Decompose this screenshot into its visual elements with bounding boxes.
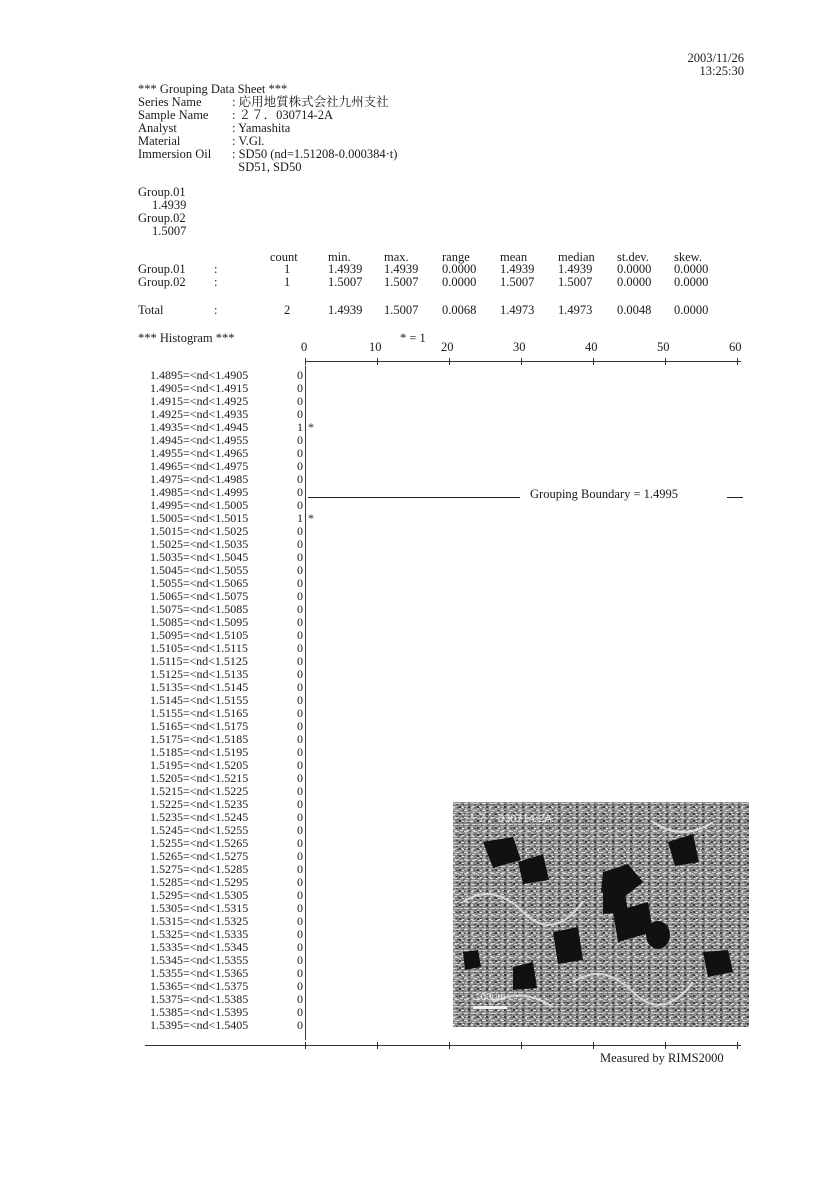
axis-tick-label: 20 bbox=[441, 340, 454, 354]
bin-range: 1.5155=<nd<1.5165 bbox=[150, 706, 249, 720]
bin-count: 0 bbox=[297, 394, 303, 408]
axis-line bbox=[305, 361, 741, 362]
bin-count: 0 bbox=[297, 368, 303, 382]
axis-tick bbox=[377, 1042, 378, 1049]
bin-range: 1.4955=<nd<1.4965 bbox=[150, 446, 249, 460]
bin-range: 1.4915=<nd<1.4925 bbox=[150, 394, 249, 408]
bin-count: 0 bbox=[297, 472, 303, 486]
stats-column-header: count bbox=[270, 250, 298, 264]
axis-tick bbox=[737, 358, 738, 365]
bin-count: 0 bbox=[297, 641, 303, 655]
stats-column-header: min. bbox=[328, 250, 351, 264]
header-value: SD51, SD50 bbox=[232, 160, 302, 174]
bin-range: 1.5305=<nd<1.5315 bbox=[150, 901, 249, 915]
bin-count: 0 bbox=[297, 875, 303, 889]
stats-cell: 1 bbox=[284, 275, 291, 289]
bin-count: 0 bbox=[297, 901, 303, 915]
axis-tick bbox=[449, 358, 450, 365]
bin-range: 1.5195=<nd<1.5205 bbox=[150, 758, 249, 772]
axis-tick-label: 10 bbox=[369, 340, 382, 354]
stats-row-label: Group.01 bbox=[138, 262, 186, 276]
bin-count: 0 bbox=[297, 550, 303, 564]
bin-count: 0 bbox=[297, 706, 303, 720]
photo-scale-label: 100μm bbox=[475, 992, 506, 1003]
bin-range: 1.4985=<nd<1.4995 bbox=[150, 485, 249, 499]
stats-cell: 0.0000 bbox=[442, 275, 477, 289]
bin-range: 1.5215=<nd<1.5225 bbox=[150, 784, 249, 798]
bin-range: 1.5325=<nd<1.5335 bbox=[150, 927, 249, 941]
bin-range: 1.5395=<nd<1.5405 bbox=[150, 1018, 249, 1032]
bin-count: 0 bbox=[297, 628, 303, 642]
bin-range: 1.4925=<nd<1.4935 bbox=[150, 407, 249, 421]
sample-photomicrograph bbox=[453, 802, 749, 1027]
header-label: Analyst bbox=[138, 121, 177, 135]
bin-count: 0 bbox=[297, 563, 303, 577]
bin-range: 1.5355=<nd<1.5365 bbox=[150, 966, 249, 980]
axis-tick bbox=[593, 1042, 594, 1049]
stats-cell: 1.4973 bbox=[500, 303, 535, 317]
photo-scale-bar bbox=[473, 1006, 507, 1009]
axis-tick bbox=[449, 1042, 450, 1049]
bin-count: 0 bbox=[297, 1018, 303, 1032]
group-name: Group.01 bbox=[138, 185, 186, 199]
bin-range: 1.5065=<nd<1.5075 bbox=[150, 589, 249, 603]
bin-count: 0 bbox=[297, 667, 303, 681]
stats-column-header: range bbox=[442, 250, 470, 264]
stats-cell: 1.5007 bbox=[558, 275, 593, 289]
bin-range: 1.5275=<nd<1.5285 bbox=[150, 862, 249, 876]
bin-range: 1.4905=<nd<1.4915 bbox=[150, 381, 249, 395]
axis-tick-label: 0 bbox=[301, 340, 308, 354]
axis-tick bbox=[305, 1042, 306, 1049]
header-label: Series Name bbox=[138, 95, 202, 109]
bin-range: 1.5295=<nd<1.5305 bbox=[150, 888, 249, 902]
axis-tick bbox=[521, 358, 522, 365]
stats-cell: 0.0000 bbox=[674, 303, 709, 317]
stats-row-label: Group.02 bbox=[138, 275, 186, 289]
header-row bbox=[138, 161, 301, 174]
bin-count: 0 bbox=[297, 888, 303, 902]
bin-count: 0 bbox=[297, 524, 303, 538]
bin-range: 1.5225=<nd<1.5235 bbox=[150, 797, 249, 811]
bin-range: 1.5015=<nd<1.5025 bbox=[150, 524, 249, 538]
axis-tick-label: 50 bbox=[657, 340, 670, 354]
axis-tick bbox=[665, 1042, 666, 1049]
header-value: : ２７．030714-2A bbox=[232, 108, 334, 122]
bin-count: 0 bbox=[297, 745, 303, 759]
bin-count: 0 bbox=[297, 823, 303, 837]
bin-range: 1.4965=<nd<1.4975 bbox=[150, 459, 249, 473]
bin-count: 0 bbox=[297, 966, 303, 980]
bin-range: 1.4945=<nd<1.4955 bbox=[150, 433, 249, 447]
bin-range: 1.5235=<nd<1.5245 bbox=[150, 810, 249, 824]
bin-range: 1.5365=<nd<1.5375 bbox=[150, 979, 249, 993]
axis-tick-label: 40 bbox=[585, 340, 598, 354]
bin-range: 1.5105=<nd<1.5115 bbox=[150, 641, 248, 655]
bin-count: 0 bbox=[297, 433, 303, 447]
bin-range: 1.5145=<nd<1.5155 bbox=[150, 693, 249, 707]
bin-count: 1 bbox=[297, 420, 303, 434]
grouping-boundary-line bbox=[308, 497, 520, 498]
bin-range: 1.5335=<nd<1.5345 bbox=[150, 940, 249, 954]
bin-range: 1.5315=<nd<1.5325 bbox=[150, 914, 249, 928]
bin-count: 0 bbox=[297, 381, 303, 395]
bin-count: 0 bbox=[297, 602, 303, 616]
header-value: : 応用地質株式会社九州支社 bbox=[232, 95, 389, 109]
bin-marks: * bbox=[308, 420, 314, 434]
time-stamp: 13:25:30 bbox=[699, 64, 744, 78]
header-label: Material bbox=[138, 134, 181, 148]
axis-line bbox=[145, 1045, 741, 1046]
histogram-title: *** Histogram *** bbox=[138, 331, 235, 345]
bin-range: 1.5055=<nd<1.5065 bbox=[150, 576, 249, 590]
bin-count: 0 bbox=[297, 771, 303, 785]
bin-count: 0 bbox=[297, 862, 303, 876]
bin-range: 1.5165=<nd<1.5175 bbox=[150, 719, 249, 733]
stats-cell: 1.4939 bbox=[500, 262, 535, 276]
bin-range: 1.5085=<nd<1.5095 bbox=[150, 615, 249, 629]
stats-cell: 1.5007 bbox=[384, 303, 419, 317]
bin-range: 1.4975=<nd<1.4985 bbox=[150, 472, 249, 486]
bin-range: 1.4895=<nd<1.4905 bbox=[150, 368, 249, 382]
bin-count: 0 bbox=[297, 914, 303, 928]
bin-count: 0 bbox=[297, 576, 303, 590]
stats-cell: 1.5007 bbox=[384, 275, 419, 289]
bin-range: 1.5045=<nd<1.5055 bbox=[150, 563, 249, 577]
stats-row-separator: : bbox=[214, 303, 218, 317]
stats-row-separator: : bbox=[214, 275, 218, 289]
bin-count: 0 bbox=[297, 654, 303, 668]
bin-range: 1.5125=<nd<1.5135 bbox=[150, 667, 249, 681]
bin-count: 0 bbox=[297, 537, 303, 551]
bin-count: 0 bbox=[297, 758, 303, 772]
bin-range: 1.5135=<nd<1.5145 bbox=[150, 680, 249, 694]
bin-count: 0 bbox=[297, 732, 303, 746]
stats-cell: 0.0000 bbox=[617, 275, 652, 289]
stats-cell: 0.0048 bbox=[617, 303, 652, 317]
bin-count: 0 bbox=[297, 797, 303, 811]
sheet-title: *** Grouping Data Sheet *** bbox=[138, 82, 288, 96]
bin-count: 0 bbox=[297, 784, 303, 798]
bin-range: 1.5035=<nd<1.5045 bbox=[150, 550, 249, 564]
bin-range: 1.5185=<nd<1.5195 bbox=[150, 745, 249, 759]
stats-row-separator: : bbox=[214, 262, 218, 276]
header-value: : V.Gl. bbox=[232, 134, 265, 148]
bin-count: 0 bbox=[297, 498, 303, 512]
bin-count: 0 bbox=[297, 940, 303, 954]
bin-count: 0 bbox=[297, 849, 303, 863]
stats-column-header: median bbox=[558, 250, 595, 264]
stats-cell: 2 bbox=[284, 303, 291, 317]
bin-count: 0 bbox=[297, 1005, 303, 1019]
header-value: : SD50 (nd=1.51208-0.000384·t) bbox=[232, 147, 398, 161]
stats-cell: 1.4939 bbox=[384, 262, 419, 276]
bin-count: 1 bbox=[297, 511, 303, 525]
stats-cell: 1.5007 bbox=[328, 275, 363, 289]
date-stamp: 2003/11/26 bbox=[687, 51, 744, 65]
stats-cell: 1.5007 bbox=[500, 275, 535, 289]
bin-count: 0 bbox=[297, 459, 303, 473]
bin-count: 0 bbox=[297, 615, 303, 629]
bin-count: 0 bbox=[297, 810, 303, 824]
axis-tick bbox=[737, 1042, 738, 1049]
axis-tick bbox=[305, 358, 306, 365]
bin-range: 1.5075=<nd<1.5085 bbox=[150, 602, 249, 616]
bin-range: 1.5025=<nd<1.5035 bbox=[150, 537, 249, 551]
stats-cell: 1.4939 bbox=[328, 303, 363, 317]
group-name: Group.02 bbox=[138, 211, 186, 225]
bin-range: 1.5385=<nd<1.5395 bbox=[150, 1005, 249, 1019]
stats-cell: 1.4939 bbox=[328, 262, 363, 276]
bin-range: 1.5265=<nd<1.5275 bbox=[150, 849, 249, 863]
measured-by: Measured by RIMS2000 bbox=[600, 1051, 724, 1065]
group-value: 1.5007 bbox=[152, 224, 187, 238]
bin-range: 1.5005=<nd<1.5015 bbox=[150, 511, 249, 525]
stats-column-header: max. bbox=[384, 250, 409, 264]
header-label: Immersion Oil bbox=[138, 147, 212, 161]
bin-count: 0 bbox=[297, 979, 303, 993]
axis-tick-label: 30 bbox=[513, 340, 526, 354]
stats-column-header: st.dev. bbox=[617, 250, 649, 264]
bin-range: 1.5375=<nd<1.5385 bbox=[150, 992, 249, 1006]
stats-cell: 1.4973 bbox=[558, 303, 593, 317]
histogram-baseline bbox=[305, 366, 306, 1040]
bin-count: 0 bbox=[297, 693, 303, 707]
stats-column-header: skew. bbox=[674, 250, 703, 264]
bin-range: 1.5245=<nd<1.5255 bbox=[150, 823, 249, 837]
bin-count: 0 bbox=[297, 927, 303, 941]
axis-tick bbox=[665, 358, 666, 365]
photo-sample-label: ２７．030714-2A bbox=[465, 813, 552, 825]
bin-range: 1.5175=<nd<1.5185 bbox=[150, 732, 249, 746]
histogram-scale-note: * = 1 bbox=[400, 331, 426, 345]
bin-count: 0 bbox=[297, 992, 303, 1006]
bin-count: 0 bbox=[297, 446, 303, 460]
stats-cell: 1.4939 bbox=[558, 262, 593, 276]
bin-count: 0 bbox=[297, 407, 303, 421]
bin-marks: * bbox=[308, 511, 314, 525]
bin-range: 1.5255=<nd<1.5265 bbox=[150, 836, 249, 850]
header-value: : Yamashita bbox=[232, 121, 291, 135]
stats-row-label: Total bbox=[138, 303, 164, 317]
stats-column-header: mean bbox=[500, 250, 528, 264]
axis-tick bbox=[593, 358, 594, 365]
bin-count: 0 bbox=[297, 485, 303, 499]
bin-range: 1.5095=<nd<1.5105 bbox=[150, 628, 249, 642]
bin-count: 0 bbox=[297, 953, 303, 967]
bin-count: 0 bbox=[297, 680, 303, 694]
bin-range: 1.5205=<nd<1.5215 bbox=[150, 771, 249, 785]
bin-count: 0 bbox=[297, 589, 303, 603]
axis-tick bbox=[521, 1042, 522, 1049]
axis-tick-label: 60 bbox=[729, 340, 742, 354]
bin-range: 1.4935=<nd<1.4945 bbox=[150, 420, 249, 434]
bin-range: 1.5285=<nd<1.5295 bbox=[150, 875, 249, 889]
bin-range: 1.5345=<nd<1.5355 bbox=[150, 953, 249, 967]
stats-cell: 0.0068 bbox=[442, 303, 477, 317]
stats-cell: 0.0000 bbox=[442, 262, 477, 276]
header-label: Sample Name bbox=[138, 108, 209, 122]
bin-range: 1.5115=<nd<1.5125 bbox=[150, 654, 248, 668]
stats-cell: 1 bbox=[284, 262, 291, 276]
stats-cell: 0.0000 bbox=[674, 262, 709, 276]
axis-tick bbox=[377, 358, 378, 365]
grouping-boundary-label: Grouping Boundary = 1.4995 bbox=[530, 487, 679, 501]
group-value: 1.4939 bbox=[152, 198, 187, 212]
bin-range: 1.4995=<nd<1.5005 bbox=[150, 498, 249, 512]
grouping-boundary-tail bbox=[727, 497, 743, 498]
bin-count: 0 bbox=[297, 836, 303, 850]
bin-count: 0 bbox=[297, 719, 303, 733]
stats-cell: 0.0000 bbox=[617, 262, 652, 276]
stats-cell: 0.0000 bbox=[674, 275, 709, 289]
